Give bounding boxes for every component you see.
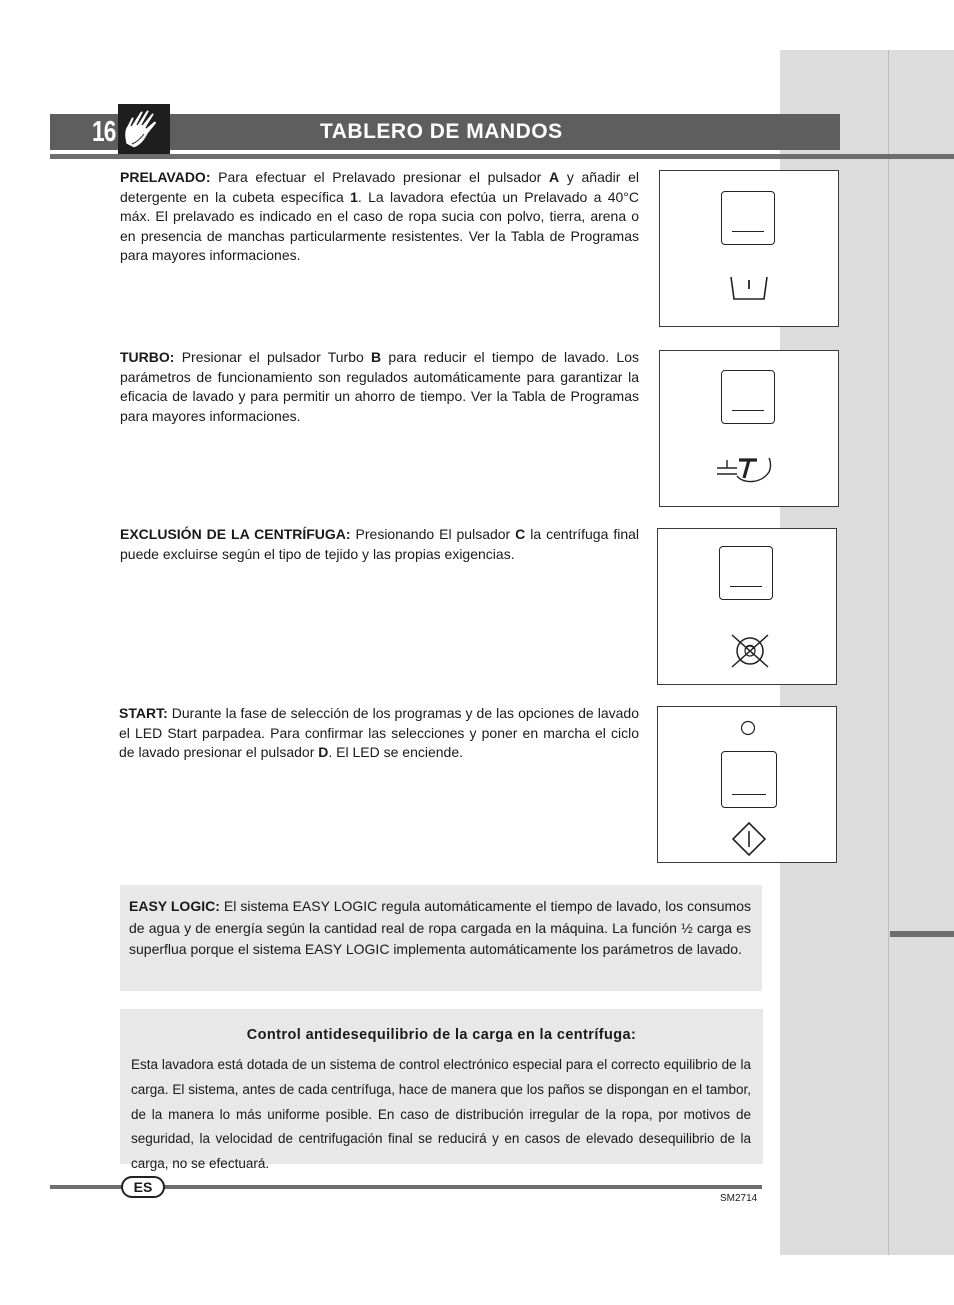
turbo-icon: [715, 452, 779, 484]
exclusion-text-2: la centrífuga final puede excluirse según el tipo de tejido y las propias exigencias.: [120, 526, 640, 562]
start-pause-icon: [729, 820, 769, 858]
prelavado-button[interactable]: [721, 191, 775, 245]
easy-logic-box: [120, 885, 762, 991]
start-text-1: Durante la fase de selección de los programas y de las opciones de lavado el LED Start parpadea. Para confirmar las selecciones y poner en marcha el ciclo de lavado presionar el pulsador: [119, 705, 639, 760]
turbo-label: TURBO:: [120, 349, 175, 365]
turbo-paragraph: [120, 348, 639, 426]
page-number: 16: [92, 116, 116, 148]
prelavado-text-2: y añadir el detergente en la cubeta específica: [120, 169, 640, 205]
unbalance-control-text: Esta lavadora está dotada de un sistema de control electrónico especial para el correcto equilibrio de la carga. El sistema, antes de cada centrífuga, hace de manera que los paños se dispongan en el tambor, de la manera lo más uniforme posible. En caso de distribución irregular de la ropa, por motivos de seguridad, la velocidad de centrifugación final se reducirá y en casos de elevado desequilibrio de la carga, no se efectuará.: [131, 1057, 751, 1172]
prewash-tub-icon: [727, 274, 771, 304]
unbalance-control-box: [120, 1009, 763, 1172]
start-paragraph: [119, 704, 639, 763]
turbo-text-2: para reducir el tiempo de lavado. Los parámetros de funcionamiento son regulados automáticamente para garantizar la eficacia de lavado y para permitir un ahorro de tiempo. Ver la Tabla de Programas para mayores informaciones.: [120, 349, 639, 424]
start-button[interactable]: [721, 751, 777, 808]
turbo-panel: [659, 350, 839, 507]
document-code: SM2714: [720, 1193, 758, 1204]
easy-logic-text: El sistema EASY LOGIC regula automáticamente el tiempo de lavado, los consumos de agua y de energía según la cantidad real de ropa cargada en la máquina. La función ½ carga es superflua porque el sistema EASY LOGIC implementa automáticamente los parámetros de lavado.: [129, 898, 751, 957]
side-margin-divider: [888, 50, 889, 1255]
header-rule: [50, 154, 954, 159]
exclusion-panel: [657, 528, 837, 685]
easy-logic-paragraph: [129, 896, 751, 961]
prelavado-paragraph: [120, 168, 639, 266]
prelavado-text-1: Para efectuar el Prelavado presionar el pulsador: [210, 169, 550, 185]
exclusion-paragraph: [120, 525, 639, 564]
prelavado-tray-number: 1: [350, 188, 358, 205]
start-panel: [657, 706, 837, 863]
prelavado-button-letter: A: [549, 169, 560, 185]
start-button-letter: D: [318, 744, 329, 760]
language-badge: ES: [121, 1176, 165, 1198]
led-indicator-icon: [739, 719, 757, 737]
turbo-text-1: Presionar el pulsador Turbo: [174, 349, 372, 365]
start-label: START:: [119, 705, 168, 721]
hand-icon: [118, 104, 170, 156]
start-text-2: . El LED se enciende.: [328, 744, 464, 760]
page-title: TABLERO DE MANDOS: [320, 120, 563, 143]
unbalance-control-title: Control antidesequilibrio de la carga en la centrífuga:: [246, 1027, 637, 1043]
exclusion-label: EXCLUSIÓN DE LA CENTRÍFUGA:: [120, 526, 351, 542]
prelavado-label: PRELAVADO:: [120, 169, 211, 185]
spin-exclusion-button[interactable]: [719, 546, 773, 600]
turbo-button-letter: B: [371, 349, 382, 365]
prelavado-panel: [659, 170, 839, 327]
no-spin-icon: [728, 631, 772, 671]
prelavado-text-3: . La lavadora efectúa un Prelavado a 40°C máx. El prelavado es indicado en el caso de ropa sucia con polvo, tierra, arena o en presencia de manchas particularmente resistentes. Ver la Tabla de Programas para mayores informaciones.: [120, 188, 639, 263]
exclusion-button-letter: C: [515, 526, 526, 542]
exclusion-text-1: Presionando El pulsador: [350, 526, 516, 542]
side-section-tab: [890, 931, 954, 937]
turbo-button[interactable]: [721, 370, 775, 424]
easy-logic-label: EASY LOGIC:: [129, 898, 220, 914]
